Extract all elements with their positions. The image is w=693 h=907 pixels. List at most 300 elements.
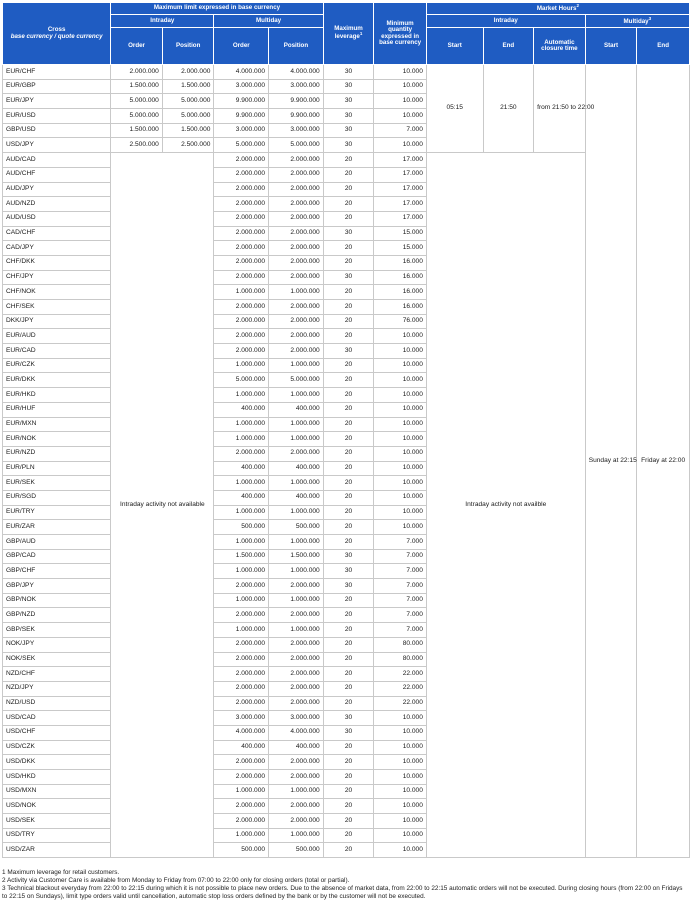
- multiday-order-limit: 4.000.000: [214, 725, 269, 740]
- currency-pair: CAD/JPY: [3, 241, 111, 256]
- multiday-order-limit: 2.000.000: [214, 608, 269, 623]
- multiday-order-limit: 3.000.000: [214, 79, 269, 94]
- currency-pair: USD/ZAR: [3, 843, 111, 858]
- multiday-position-limit: 1.000.000: [269, 623, 324, 638]
- multiday-order-limit: 2.000.000: [214, 241, 269, 256]
- currency-pair: EUR/CZK: [3, 358, 111, 373]
- min-quantity: 10.000: [374, 711, 427, 726]
- min-quantity: 10.000: [374, 329, 427, 344]
- multiday-position-limit: 2.000.000: [269, 329, 324, 344]
- currency-pair: GBP/NZD: [3, 608, 111, 623]
- currency-pair: AUD/USD: [3, 211, 111, 226]
- min-quantity: 15.000: [374, 226, 427, 241]
- max-leverage: 20: [323, 388, 374, 403]
- currency-pair: NZD/CHF: [3, 667, 111, 682]
- multiday-order-limit: 400.000: [214, 740, 269, 755]
- multiday-order-limit: 3.000.000: [214, 123, 269, 138]
- currency-pair: DKK/JPY: [3, 314, 111, 329]
- max-leverage: 20: [323, 490, 374, 505]
- currency-pair: EUR/DKK: [3, 373, 111, 388]
- multiday-position-limit: 1.000.000: [269, 285, 324, 300]
- min-quantity: 10.000: [374, 94, 427, 109]
- multiday-order-limit: 2.000.000: [214, 696, 269, 711]
- max-leverage: 20: [323, 505, 374, 520]
- min-quantity: 7.000: [374, 608, 427, 623]
- table-body: [3, 65, 690, 858]
- intraday-end-header: End: [483, 28, 534, 65]
- multiday-order-limit: 1.000.000: [214, 623, 269, 638]
- currency-pair: EUR/GBP: [3, 79, 111, 94]
- multiday-position-limit: 400.000: [269, 402, 324, 417]
- currency-pair: NZD/USD: [3, 696, 111, 711]
- cross-header: Cross base currency / quote currency: [3, 3, 111, 65]
- currency-pair: USD/CAD: [3, 711, 111, 726]
- multiday-position-limit: 1.000.000: [269, 358, 324, 373]
- auto-closure-header: Automatic closure time: [534, 28, 586, 65]
- currency-pair: EUR/NOK: [3, 432, 111, 447]
- multiday-order-limit: 2.000.000: [214, 153, 269, 168]
- max-leverage: 20: [323, 814, 374, 829]
- multiday-order-limit: 3.000.000: [214, 711, 269, 726]
- min-quantity: 10.000: [374, 417, 427, 432]
- multiday-order-limit: 2.000.000: [214, 579, 269, 594]
- multiday-order-limit: 1.000.000: [214, 358, 269, 373]
- max-leverage: 30: [323, 564, 374, 579]
- multiday-order-limit: 1.000.000: [214, 564, 269, 579]
- currency-pair: USD/CHF: [3, 725, 111, 740]
- intraday-position-header: Position: [162, 28, 214, 65]
- multiday-position-limit: 1.000.000: [269, 828, 324, 843]
- multiday-position-limit: 2.000.000: [269, 153, 324, 168]
- max-leverage: 30: [323, 579, 374, 594]
- currency-pair: EUR/NZD: [3, 446, 111, 461]
- multiday-order-limit: 2.000.000: [214, 270, 269, 285]
- multiday-position-limit: 2.000.000: [269, 197, 324, 212]
- multiday-position-limit: 500.000: [269, 843, 324, 858]
- min-quantity: 7.000: [374, 549, 427, 564]
- max-leverage: 20: [323, 681, 374, 696]
- intraday-hours-header: Intraday: [426, 15, 585, 28]
- currency-pair: USD/MXN: [3, 784, 111, 799]
- currency-pair: USD/SEK: [3, 814, 111, 829]
- multiday-order-limit: 2.000.000: [214, 667, 269, 682]
- currency-pair: USD/JPY: [3, 138, 111, 153]
- max-leverage: 30: [323, 344, 374, 359]
- max-leverage: 20: [323, 241, 374, 256]
- max-leverage: 20: [323, 314, 374, 329]
- multiday-start-header: Start: [585, 28, 637, 65]
- max-leverage: 20: [323, 770, 374, 785]
- multiday-position-limit: 5.000.000: [269, 373, 324, 388]
- min-quantity: 17.000: [374, 167, 427, 182]
- multiday-position-limit: 9.900.000: [269, 109, 324, 124]
- multiday-order-limit: 2.000.000: [214, 814, 269, 829]
- min-quantity: 10.000: [374, 828, 427, 843]
- intraday-limit-header: Intraday: [111, 15, 214, 28]
- max-leverage: 20: [323, 755, 374, 770]
- min-quantity: 10.000: [374, 520, 427, 535]
- market-hours-unavailable-note: Intraday activity not availble: [426, 153, 585, 858]
- currency-pair: GBP/NOK: [3, 593, 111, 608]
- multiday-position-limit: 2.000.000: [269, 270, 324, 285]
- footnotes: [2, 869, 688, 901]
- min-quantity: 10.000: [374, 358, 427, 373]
- currency-pair: EUR/TRY: [3, 505, 111, 520]
- multiday-order-limit: 2.000.000: [214, 226, 269, 241]
- currency-pair: CAD/CHF: [3, 226, 111, 241]
- market-hours-header: Market Hours$^2$: [426, 3, 689, 15]
- max-leverage: 20: [323, 358, 374, 373]
- max-leverage: 20: [323, 167, 374, 182]
- multiday-position-limit: 2.000.000: [269, 314, 324, 329]
- multiday-order-limit: 1.000.000: [214, 285, 269, 300]
- currency-pair: EUR/USD: [3, 109, 111, 124]
- multiday-position-limit: 3.000.000: [269, 123, 324, 138]
- min-quantity: 80.000: [374, 637, 427, 652]
- multiday-order-limit: 1.000.000: [214, 535, 269, 550]
- min-quantity: 7.000: [374, 535, 427, 550]
- multiday-position-limit: 1.000.000: [269, 432, 324, 447]
- max-leverage: 20: [323, 476, 374, 491]
- max-leverage: 20: [323, 446, 374, 461]
- multiday-position-limit: 2.000.000: [269, 211, 324, 226]
- multiday-position-limit: 2.000.000: [269, 446, 324, 461]
- max-leverage: 20: [323, 593, 374, 608]
- min-quantity: 17.000: [374, 153, 427, 168]
- min-quantity: 10.000: [374, 476, 427, 491]
- min-quantity: 10.000: [374, 490, 427, 505]
- currency-pair: NOK/JPY: [3, 637, 111, 652]
- intraday-unavailable-note: Intraday activity not available: [111, 153, 214, 858]
- multiday-order-limit: 2.000.000: [214, 314, 269, 329]
- min-quantity: 22.000: [374, 696, 427, 711]
- min-quantity: 10.000: [374, 402, 427, 417]
- max-leverage: 20: [323, 623, 374, 638]
- max-leverage-header: Maximum leverage$^1$: [323, 3, 374, 65]
- intraday-order-limit: 5.000.000: [111, 94, 163, 109]
- multiday-position-limit: 2.000.000: [269, 182, 324, 197]
- max-leverage: 20: [323, 828, 374, 843]
- currency-pair: USD/TRY: [3, 828, 111, 843]
- min-quantity: 15.000: [374, 241, 427, 256]
- min-quantity: 10.000: [374, 505, 427, 520]
- multiday-order-limit: 2.000.000: [214, 182, 269, 197]
- max-leverage: 30: [323, 123, 374, 138]
- currency-pair: GBP/CHF: [3, 564, 111, 579]
- currency-pair: AUD/CAD: [3, 153, 111, 168]
- currency-pair: EUR/SGD: [3, 490, 111, 505]
- multiday-order-limit: 400.000: [214, 461, 269, 476]
- currency-pair: EUR/CAD: [3, 344, 111, 359]
- currency-pair: NZD/JPY: [3, 681, 111, 696]
- multiday-position-limit: 9.900.000: [269, 94, 324, 109]
- max-leverage: 30: [323, 109, 374, 124]
- multiday-position-limit: 3.000.000: [269, 79, 324, 94]
- min-quantity: 10.000: [374, 109, 427, 124]
- multiday-order-limit: 1.500.000: [214, 549, 269, 564]
- max-leverage: 20: [323, 461, 374, 476]
- multiday-position-limit: 1.500.000: [269, 549, 324, 564]
- multiday-position-limit: 2.000.000: [269, 255, 324, 270]
- multiday-order-limit: 1.000.000: [214, 417, 269, 432]
- min-quantity: 7.000: [374, 623, 427, 638]
- min-quantity: 10.000: [374, 770, 427, 785]
- multiday-order-limit: 9.900.000: [214, 94, 269, 109]
- multiday-position-limit: 500.000: [269, 520, 324, 535]
- max-leverage: 20: [323, 520, 374, 535]
- currency-pair: EUR/AUD: [3, 329, 111, 344]
- max-leverage: 20: [323, 667, 374, 682]
- max-limit-header: Maximum limit expressed in base currency: [111, 3, 323, 15]
- intraday-order-header: Order: [111, 28, 163, 65]
- multiday-position-limit: 2.000.000: [269, 167, 324, 182]
- multiday-position-limit: 2.000.000: [269, 799, 324, 814]
- intraday-position-limit: 2.000.000: [162, 65, 214, 80]
- max-leverage: 30: [323, 226, 374, 241]
- multiday-order-limit: 2.000.000: [214, 799, 269, 814]
- max-leverage: 20: [323, 402, 374, 417]
- intraday-start-header: Start: [426, 28, 483, 65]
- max-leverage: 20: [323, 784, 374, 799]
- multiday-order-limit: 9.900.000: [214, 109, 269, 124]
- currency-pair: CHF/DKK: [3, 255, 111, 270]
- multiday-position-header: Position: [269, 28, 324, 65]
- max-leverage: 20: [323, 843, 374, 858]
- multiday-start-time: Sunday at 22:15: [585, 65, 637, 858]
- multiday-order-limit: 2.000.000: [214, 637, 269, 652]
- intraday-end-time: 21:50: [483, 65, 534, 153]
- intraday-position-limit: 5.000.000: [162, 94, 214, 109]
- min-quantity: 10.000: [374, 79, 427, 94]
- currency-pair: USD/NOK: [3, 799, 111, 814]
- multiday-position-limit: 2.000.000: [269, 226, 324, 241]
- min-quantity: 10.000: [374, 373, 427, 388]
- multiday-order-limit: 2.000.000: [214, 344, 269, 359]
- multiday-position-limit: 400.000: [269, 490, 324, 505]
- multiday-order-header: Order: [214, 28, 269, 65]
- multiday-position-limit: 2.000.000: [269, 344, 324, 359]
- min-quantity: 76.000: [374, 314, 427, 329]
- multiday-position-limit: 1.000.000: [269, 535, 324, 550]
- multiday-order-limit: 5.000.000: [214, 373, 269, 388]
- currency-pair: EUR/CHF: [3, 65, 111, 80]
- multiday-position-limit: 1.000.000: [269, 784, 324, 799]
- min-quantity: 80.000: [374, 652, 427, 667]
- currency-pair: GBP/SEK: [3, 623, 111, 638]
- max-leverage: 20: [323, 373, 374, 388]
- min-quantity: 22.000: [374, 667, 427, 682]
- multiday-order-limit: 500.000: [214, 520, 269, 535]
- max-leverage: 20: [323, 300, 374, 315]
- multiday-order-limit: 1.000.000: [214, 784, 269, 799]
- currency-pair: EUR/HKD: [3, 388, 111, 403]
- multiday-position-limit: 2.000.000: [269, 652, 324, 667]
- min-quantity: 10.000: [374, 388, 427, 403]
- multiday-position-limit: 2.000.000: [269, 637, 324, 652]
- min-quantity: 10.000: [374, 755, 427, 770]
- currency-pair: GBP/CAD: [3, 549, 111, 564]
- min-quantity: 10.000: [374, 740, 427, 755]
- min-quantity: 16.000: [374, 285, 427, 300]
- max-leverage: 20: [323, 696, 374, 711]
- intraday-position-limit: 1.500.000: [162, 123, 214, 138]
- footnote-1: 1 Maximum leverage for retail customers.: [2, 869, 120, 876]
- min-quantity: 10.000: [374, 65, 427, 80]
- max-leverage: 20: [323, 153, 374, 168]
- multiday-hours-header: Multiday$^3$: [585, 15, 689, 28]
- multiday-position-limit: 2.000.000: [269, 681, 324, 696]
- max-leverage: 30: [323, 549, 374, 564]
- currency-pair: USD/DKK: [3, 755, 111, 770]
- multiday-limit-header: Multiday: [214, 15, 323, 28]
- intraday-start-time: 05:15: [426, 65, 483, 153]
- max-leverage: 30: [323, 65, 374, 80]
- multiday-order-limit: 2.000.000: [214, 446, 269, 461]
- max-leverage: 20: [323, 182, 374, 197]
- multiday-position-limit: 2.000.000: [269, 696, 324, 711]
- min-quantity: 17.000: [374, 182, 427, 197]
- max-leverage: 20: [323, 197, 374, 212]
- min-quantity: 17.000: [374, 211, 427, 226]
- multiday-position-limit: 2.000.000: [269, 667, 324, 682]
- currency-pair: EUR/JPY: [3, 94, 111, 109]
- multiday-order-limit: 1.000.000: [214, 593, 269, 608]
- table-header: [3, 3, 690, 65]
- multiday-order-limit: 2.000.000: [214, 770, 269, 785]
- multiday-order-limit: 2.000.000: [214, 300, 269, 315]
- multiday-order-limit: 1.000.000: [214, 828, 269, 843]
- intraday-order-limit: 1.500.000: [111, 123, 163, 138]
- multiday-order-limit: 1.000.000: [214, 476, 269, 491]
- multiday-order-limit: 4.000.000: [214, 65, 269, 80]
- currency-pair: AUD/JPY: [3, 182, 111, 197]
- max-leverage: 20: [323, 211, 374, 226]
- max-leverage: 20: [323, 799, 374, 814]
- multiday-position-limit: 1.000.000: [269, 417, 324, 432]
- table-row: [3, 65, 690, 80]
- min-quantity: 10.000: [374, 784, 427, 799]
- max-leverage: 30: [323, 711, 374, 726]
- multiday-order-limit: 2.000.000: [214, 652, 269, 667]
- intraday-order-limit: 5.000.000: [111, 109, 163, 124]
- multiday-position-limit: 1.000.000: [269, 476, 324, 491]
- max-leverage: 20: [323, 329, 374, 344]
- currency-pair: CHF/SEK: [3, 300, 111, 315]
- max-leverage: 20: [323, 740, 374, 755]
- multiday-position-limit: 1.000.000: [269, 505, 324, 520]
- min-quantity: 17.000: [374, 197, 427, 212]
- max-leverage: 20: [323, 608, 374, 623]
- min-quantity: 7.000: [374, 564, 427, 579]
- min-quantity: 10.000: [374, 843, 427, 858]
- max-leverage: 30: [323, 725, 374, 740]
- min-quantity: 10.000: [374, 446, 427, 461]
- footnote-2: 2 Activity via Customer Care is available from Monday to Friday from 07:00 to 22:00 only for closing orders (total or partial).: [2, 877, 350, 884]
- multiday-position-limit: 2.000.000: [269, 755, 324, 770]
- fx-limits-table: [2, 2, 690, 858]
- multiday-order-limit: 2.000.000: [214, 255, 269, 270]
- multiday-order-limit: 5.000.000: [214, 138, 269, 153]
- multiday-position-limit: 4.000.000: [269, 725, 324, 740]
- multiday-order-limit: 400.000: [214, 402, 269, 417]
- currency-pair: EUR/ZAR: [3, 520, 111, 535]
- intraday-position-limit: 1.500.000: [162, 79, 214, 94]
- max-leverage: 30: [323, 138, 374, 153]
- currency-pair: NOK/SEK: [3, 652, 111, 667]
- max-leverage: 20: [323, 652, 374, 667]
- currency-pair: CHF/JPY: [3, 270, 111, 285]
- max-leverage: 30: [323, 270, 374, 285]
- min-quantity: 10.000: [374, 814, 427, 829]
- currency-pair: GBP/USD: [3, 123, 111, 138]
- max-leverage: 20: [323, 432, 374, 447]
- multiday-end-time: Friday at 22:00: [637, 65, 690, 858]
- min-quantity: 10.000: [374, 138, 427, 153]
- currency-pair: USD/CZK: [3, 740, 111, 755]
- max-leverage: 20: [323, 637, 374, 652]
- min-quantity: 22.000: [374, 681, 427, 696]
- currency-pair: AUD/CHF: [3, 167, 111, 182]
- max-leverage: 20: [323, 417, 374, 432]
- multiday-position-limit: 4.000.000: [269, 65, 324, 80]
- multiday-position-limit: 1.000.000: [269, 564, 324, 579]
- max-leverage: 20: [323, 285, 374, 300]
- multiday-order-limit: 500.000: [214, 843, 269, 858]
- min-quantity: 10.000: [374, 799, 427, 814]
- currency-pair: EUR/PLN: [3, 461, 111, 476]
- min-quantity: 10.000: [374, 432, 427, 447]
- max-leverage: 30: [323, 94, 374, 109]
- multiday-order-limit: 2.000.000: [214, 681, 269, 696]
- currency-pair: GBP/AUD: [3, 535, 111, 550]
- min-quantity: 16.000: [374, 255, 427, 270]
- min-quantity: 7.000: [374, 123, 427, 138]
- intraday-order-limit: 2.000.000: [111, 65, 163, 80]
- currency-pair: EUR/MXN: [3, 417, 111, 432]
- min-quantity: 10.000: [374, 461, 427, 476]
- min-quantity-header: Minimum quantity expressed in base currency: [374, 3, 427, 65]
- multiday-position-limit: 1.000.000: [269, 388, 324, 403]
- currency-pair: CHF/NOK: [3, 285, 111, 300]
- min-quantity: 10.000: [374, 344, 427, 359]
- currency-pair: USD/HKD: [3, 770, 111, 785]
- currency-pair: EUR/HUF: [3, 402, 111, 417]
- multiday-order-limit: 2.000.000: [214, 755, 269, 770]
- max-leverage: 20: [323, 255, 374, 270]
- multiday-position-limit: 2.000.000: [269, 300, 324, 315]
- multiday-order-limit: 1.000.000: [214, 432, 269, 447]
- intraday-position-limit: 2.500.000: [162, 138, 214, 153]
- min-quantity: 10.000: [374, 725, 427, 740]
- currency-pair: GBP/JPY: [3, 579, 111, 594]
- multiday-order-limit: 2.000.000: [214, 211, 269, 226]
- multiday-end-header: End: [637, 28, 690, 65]
- multiday-position-limit: 5.000.000: [269, 138, 324, 153]
- intraday-order-limit: 2.500.000: [111, 138, 163, 153]
- multiday-order-limit: 1.000.000: [214, 505, 269, 520]
- intraday-position-limit: 5.000.000: [162, 109, 214, 124]
- currency-pair: AUD/NZD: [3, 197, 111, 212]
- max-leverage: 30: [323, 79, 374, 94]
- multiday-order-limit: 2.000.000: [214, 197, 269, 212]
- auto-closure-time: from 21:50 to 22:00: [534, 65, 586, 153]
- multiday-position-limit: 2.000.000: [269, 241, 324, 256]
- multiday-order-limit: 2.000.000: [214, 167, 269, 182]
- multiday-position-limit: 400.000: [269, 740, 324, 755]
- min-quantity: 16.000: [374, 300, 427, 315]
- multiday-position-limit: 400.000: [269, 461, 324, 476]
- multiday-position-limit: 2.000.000: [269, 814, 324, 829]
